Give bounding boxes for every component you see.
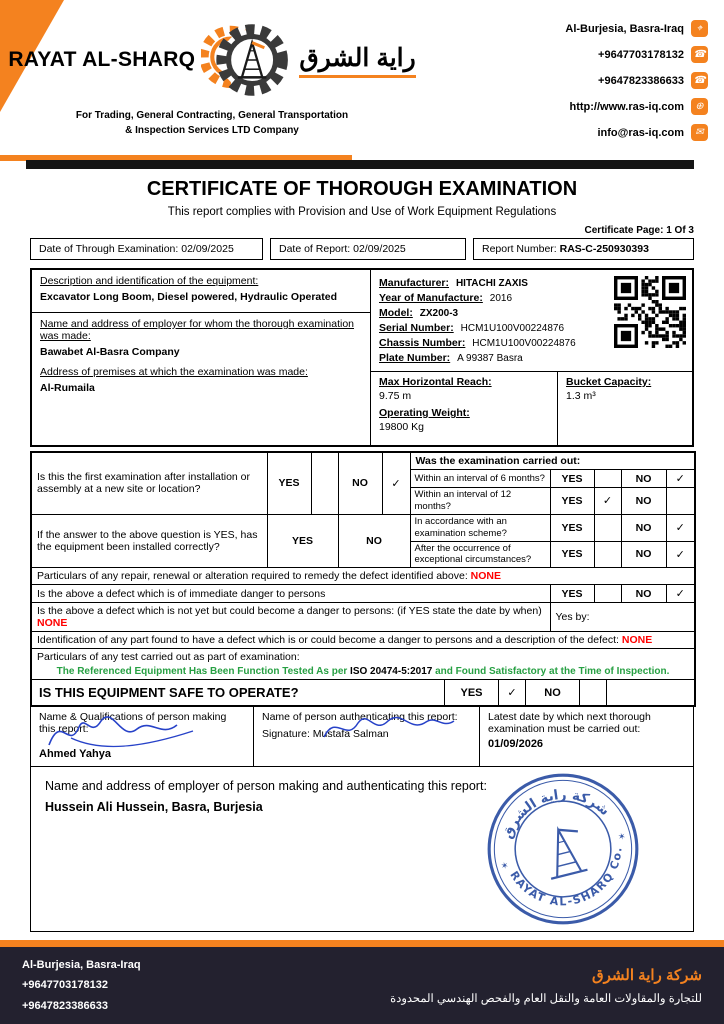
question-examination-scheme: In accordance with an examination scheme? [410,514,550,541]
info-row [30,238,694,260]
iso-standard: ISO 20474-5:2017 [350,666,433,678]
company-name-ar: راية الشرق [299,43,415,78]
stamp-text-arabic: شركة راية الشرق [499,787,613,842]
interval12-yes-label: YES [550,488,594,515]
equipment-capacity-row [371,372,692,445]
location-pin-icon: ⌖ [691,20,708,37]
contact-phone-1: +9647703178132 [598,48,684,61]
immediate-yes-mark [594,585,621,603]
question-first-examination: Is this the first examination after installation or assembly at a new site or location? [31,452,267,514]
exam-date-label: Date of Through Examination: [39,243,179,255]
safe-yes-mark: ✓ [498,680,525,705]
interval6-yes-mark [594,470,621,488]
maker-name: Ahmed Yahya [39,748,111,761]
report-date-box [270,238,466,260]
interval12-yes-mark: ✓ [594,488,621,515]
contact-address-row [518,20,708,37]
immediate-yes-label: YES [550,585,594,603]
footer-contact [22,955,141,1016]
immediate-no-mark: ✓ [666,585,695,603]
authenticator-signature-cell [253,707,479,766]
employer-of-persons-label: Name and address of employer of person making and authenticating this report: [45,779,487,794]
company-logo [8,14,416,150]
scheme-yes-label: YES [550,514,594,541]
report-date-value: 02/09/2025 [353,243,406,255]
equipment-specs [371,270,692,372]
contact-phone-row-1 [518,46,708,63]
report-number-label: Report Number: [482,243,557,255]
q1-yes-mark [311,452,338,514]
stamp-star-right: ✶ [616,831,627,843]
safe-row-spacer [606,680,694,705]
next-exam-cell [479,707,693,766]
chassis-row: Chassis Number: HCM1U100V00224876 [379,337,576,349]
header-divider [0,154,724,170]
contact-email: info@ras-iq.com [597,126,684,139]
q1-yes-label: YES [267,452,311,514]
maker-signature-cell [31,707,253,766]
certificate-page-number: Certificate Page: 1 Of 3 [584,225,694,236]
interval12-no-label: NO [621,488,666,515]
q2-no-label: NO [338,514,410,568]
weight-value: 19800 Kg [379,421,424,433]
immediate-danger-question: Is the above a defect which is of immediate danger to persons [31,585,550,603]
signature-row [30,706,694,767]
equipment-left-column [32,270,370,445]
scheme-yes-mark [594,514,621,541]
footer-address: Al-Burjesia, Basra-Iraq [22,958,141,971]
title-block [0,178,724,218]
interval6-no-label: NO [621,470,666,488]
company-name-en: RAYAT AL-SHARQ [8,48,196,71]
scheme-no-label: NO [621,514,666,541]
immediate-no-label: NO [621,585,666,603]
bucket-capacity-block [558,372,692,445]
exam-date-box [30,238,263,260]
carried-out-header: Was the examination carried out: [410,452,695,470]
footer-phone-1: +9647703178132 [22,979,108,992]
defect-identification-value: NONE [621,634,653,647]
repair-particulars-label: Particulars of any repair, renewal or alteration required to remedy the defect identified above: [37,570,468,583]
employer-of-persons-value: Hussein Ali Hussein, Basra, Burjesia [45,800,263,815]
bucket-label: Bucket Capacity: [566,376,652,388]
exceptional-yes-label: YES [550,541,594,568]
employer-value: Bawabet Al-Basra Company [40,346,180,358]
page-subtitle: This report complies with Provision and Use of Work Equipment Regulations [167,206,557,218]
interval6-yes-label: YES [550,470,594,488]
safe-to-operate-question: IS THIS EQUIPMENT SAFE TO OPERATE? [39,685,299,701]
report-number-value: RAS-C-250930393 [559,243,649,255]
reach-label: Max Horizontal Reach: [379,376,492,388]
gear-derrick-logo-icon [201,14,293,106]
equipment-description-label: Description and identification of the equipment: [40,275,259,287]
maker-label: Name & Qualifications of person making this report: [39,711,227,736]
tagline-line2: & Inspection Services LTD Company [125,125,299,136]
company-tagline [36,108,388,138]
interval12-no-mark [666,488,695,515]
header [0,0,724,150]
next-exam-label: Latest date by which next thorough examination must be carried out: [488,711,651,736]
equipment-description-value: Excavator Long Boom, Diesel powered, Hydraulic Operated [40,291,337,303]
become-danger-value: NONE [37,617,68,630]
globe-icon: ⊕ [691,98,708,115]
contact-phone-row-2 [518,72,708,89]
equipment-section [30,268,694,447]
footer-phone-2: +9647823386633 [22,999,108,1012]
serial-row: Serial Number: HCM1U100V00224876 [379,322,565,334]
contact-block [518,14,708,150]
stamp-text-english: RAYAT AL-SHARQ Co. [507,846,625,909]
contact-phone-2: +9647823386633 [598,74,684,87]
safe-yes-label: YES [444,680,498,705]
phone-icon: ☎ [691,72,708,89]
premises-value: Al-Rumaila [40,382,95,394]
interval6-no-mark: ✓ [666,470,695,488]
equipment-employer-block [32,313,370,445]
premises-label: Address of premises at which the examination was made: [40,366,308,378]
svg-text:شركة راية الشرق [492,775,615,844]
phone-icon: ☎ [691,46,708,63]
become-danger-question: Is the above a defect which is not yet but could become a danger to persons: (if YES state the date by when) NONE [31,603,550,632]
bucket-value: 1.3 m³ [566,390,596,402]
exam-date-value: 02/09/2025 [181,243,234,255]
exceptional-no-label: NO [621,541,666,568]
equipment-right-column [370,270,692,445]
black-bar [26,160,694,169]
test-result-statement: The Referenced Equipment Has Been Function Tested As per ISO 20474-5:2017 and Found Satisfactory at the Time of Inspection. [56,666,670,678]
authenticator-signature-name: Signature: Mustafa Salman [262,728,389,741]
defect-identification-label: Identification of any part found to have a defect which is or could become a danger to persons and a description of the defect: [37,634,619,647]
weight-label: Operating Weight: [379,407,470,419]
question-installed-correctly: If the answer to the above question is YES, has the equipment been installed correctly? [31,514,267,568]
scheme-no-mark: ✓ [666,514,695,541]
repair-particulars-row [31,568,695,585]
question-interval-12: Within an interval of 12 months? [410,488,550,515]
defect-identification-row [31,632,695,649]
yes-by-cell: Yes by: [550,603,695,632]
stamp-star-left: ✶ [499,860,510,872]
question-exceptional-circumstances: After the occurrence of exceptional circumstances? [410,541,550,568]
next-exam-date: 01/09/2026 [488,738,544,751]
question-interval-6: Within an interval of 6 months? [410,470,550,488]
footer-arabic-block [390,966,702,1005]
repair-particulars-value: NONE [470,570,502,583]
report-date-label: Date of Report: [279,243,351,255]
reach-value: 9.75 m [379,390,412,402]
safe-to-operate-row [31,680,695,707]
exceptional-yes-mark [594,541,621,568]
contact-website: http://www.ras-iq.com [569,100,684,113]
stamp-derrick-icon [540,826,587,879]
authenticator-label: Name of person authenticating this report: [262,711,458,724]
contact-address: Al-Burjesia, Basra-Iraq [565,22,684,35]
contact-website-row [518,98,708,115]
manufacturer-row: Manufacturer: HITACHI ZAXIS [379,277,528,289]
test-particulars-label: Particulars of any test carried out as part of examination: [37,651,300,664]
footer-company-name-ar: شركة راية الشرق [591,967,702,984]
test-particulars-row [31,649,695,680]
qr-code [614,276,686,348]
exceptional-no-mark: ✓ [666,541,695,568]
employer-of-persons-box [30,766,694,932]
tagline-line1: For Trading, General Contracting, General Transportation [75,110,349,121]
q1-no-label: NO [338,452,382,514]
model-row: Model: ZX200-3 [379,307,459,319]
q2-yes-label: YES [267,514,338,568]
plate-row: Plate Number: A 99387 Basra [379,352,523,364]
contact-email-row [518,124,708,141]
report-number-box [473,238,694,260]
footer-tagline-ar: للتجارة والمقاولات العامة والنقل العام والفحص الهندسي المحدودة [390,993,702,1005]
footer [0,940,724,1024]
q1-no-mark: ✓ [382,452,410,514]
examination-table [30,451,696,707]
safe-no-mark [579,680,606,705]
email-icon: ✉ [691,124,708,141]
equipment-description-block [32,270,370,313]
employer-label: Name and address of employer for whom the thorough examination was made: [40,318,355,342]
reach-weight-block [371,372,558,445]
year-row: Year of Manufacture: 2016 [379,292,513,304]
safe-no-label: NO [525,680,579,705]
page-title: CERTIFICATE OF THOROUGH EXAMINATION [146,178,578,200]
